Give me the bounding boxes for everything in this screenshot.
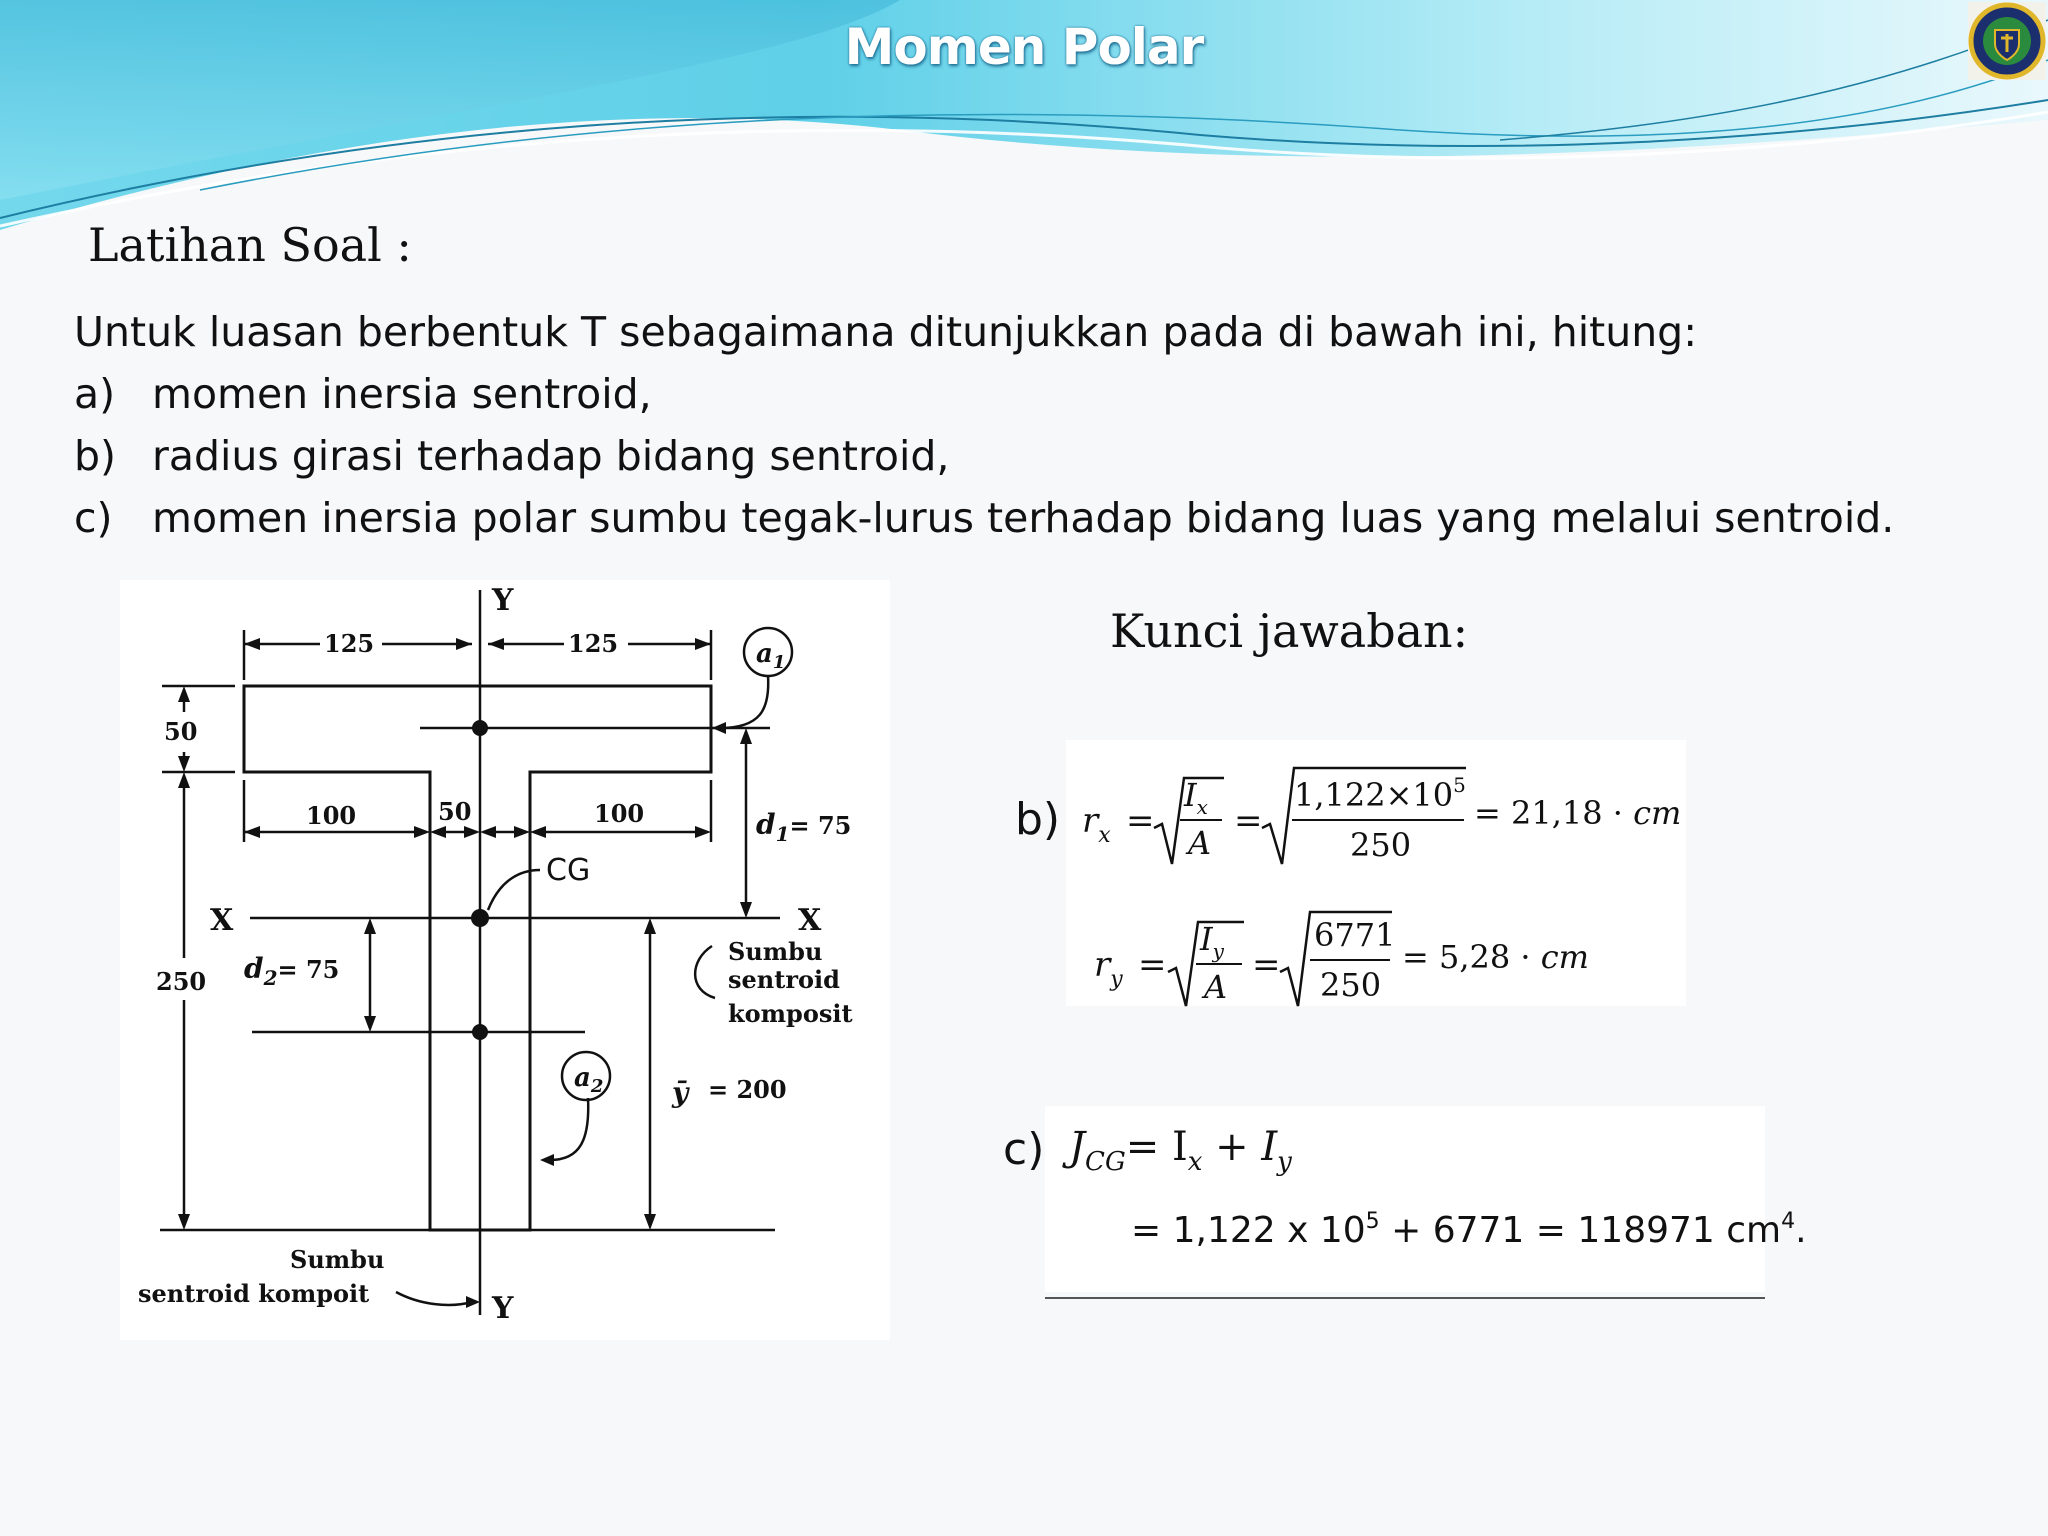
svg-text:6771: 6771 (1314, 916, 1396, 954)
question-text: momen inersia polar sumbu tegak-lurus terhadap bidang luas yang melalui sentroid. (152, 494, 1895, 542)
dim-50-web: 50 (438, 797, 472, 826)
question-a (74, 370, 652, 418)
question-label: b) (74, 432, 117, 480)
jcg-line1: $J_{CG}= I_x + I_y$ (1069, 1124, 1292, 1177)
dim-125-left: 125 (324, 629, 375, 658)
answers-heading: Kunci jawaban: (1110, 604, 1469, 658)
svg-text:=: = (1138, 945, 1167, 985)
cg-label: CG (546, 853, 591, 888)
answer-b-label: b) (1015, 794, 1061, 845)
svg-text:A: A (1188, 824, 1212, 862)
answer-c-label: c) (1003, 1124, 1045, 1175)
d2-label: $d_2= 75$ (244, 952, 340, 990)
svg-text:1,122×105: $1,122\times 10^5$ (1294, 773, 1466, 814)
header-banner (0, 0, 2048, 240)
centroid-dot-a1 (472, 720, 488, 736)
sumbu-right-line3: komposit (728, 999, 853, 1028)
svg-text:250: 250 (1320, 966, 1382, 1004)
rx-formula (1082, 768, 1681, 864)
svg-text:= 5,28 · cm: = 5,28 · cm (1402, 938, 1590, 976)
answer-b-formulas (1066, 740, 1686, 1006)
sumbu-right-line2: sentroid (728, 965, 840, 994)
axis-x-right-label: X (798, 903, 822, 938)
ybar-value: = 200 (708, 1075, 787, 1104)
sumbu-bottom-line2: sentroid kompoit (138, 1279, 370, 1308)
a1-label: $a_1$ (756, 639, 786, 673)
t-section-figure (120, 580, 890, 1340)
svg-text:=: = (1234, 801, 1263, 841)
svg-text:Iy: $I_y$ (1200, 920, 1224, 963)
question-c (74, 494, 1894, 542)
answer-c-formulas (1045, 1106, 1807, 1292)
svg-text:A: A (1204, 968, 1228, 1006)
dim-250: 250 (156, 967, 207, 996)
centroid-dot-a2 (472, 1024, 488, 1040)
dim-125-right: 125 (568, 629, 619, 658)
svg-text:Ix: $I_x$ (1184, 776, 1208, 819)
ry-formula (1094, 912, 1589, 1006)
dim-100-right: 100 (594, 799, 645, 828)
ybar-label: ȳ (672, 1076, 689, 1109)
axis-y-top-label: Y (492, 583, 514, 618)
svg-text:ry: $r_y$ (1094, 945, 1123, 992)
slide-title: Momen Polar (844, 18, 1204, 76)
question-label: a) (74, 370, 116, 418)
sumbu-bottom-line1: Sumbu (290, 1245, 385, 1274)
intro-text: Untuk luasan berbentuk T sebagaimana ditunjukkan pada di bawah ini, hitung: (74, 308, 1698, 356)
svg-text:250: 250 (1350, 826, 1412, 864)
university-logo (1968, 2, 2046, 80)
section-heading: Latihan Soal : (88, 218, 412, 272)
jcg-line2: = 1,122 x $10^5 + 6771 = 118971$ $cm^4$. (1131, 1209, 1807, 1251)
dim-50-top: 50 (164, 717, 198, 746)
question-text: radius girasi terhadap bidang sentroid, (152, 432, 950, 480)
answer-c-divider (1045, 1297, 1765, 1299)
sumbu-right-line1: Sumbu (728, 937, 823, 966)
svg-text:rx: $r_x$ (1082, 801, 1111, 848)
svg-text:= 21,18 · cm: = 21,18 · cm (1474, 794, 1682, 832)
d1-label: $d_1= 75$ (756, 808, 852, 846)
axis-y-bottom-label: Y (492, 1291, 514, 1326)
svg-text:=: = (1126, 801, 1155, 841)
axis-x-left-label: X (210, 903, 234, 938)
question-label: c) (74, 494, 113, 542)
centroid-dot-cg (471, 909, 489, 927)
a2-label: $a_2$ (574, 1063, 604, 1097)
svg-text:=: = (1252, 945, 1281, 985)
question-text: momen inersia sentroid, (152, 370, 652, 418)
dim-100-left: 100 (306, 801, 357, 830)
question-b (74, 432, 949, 480)
